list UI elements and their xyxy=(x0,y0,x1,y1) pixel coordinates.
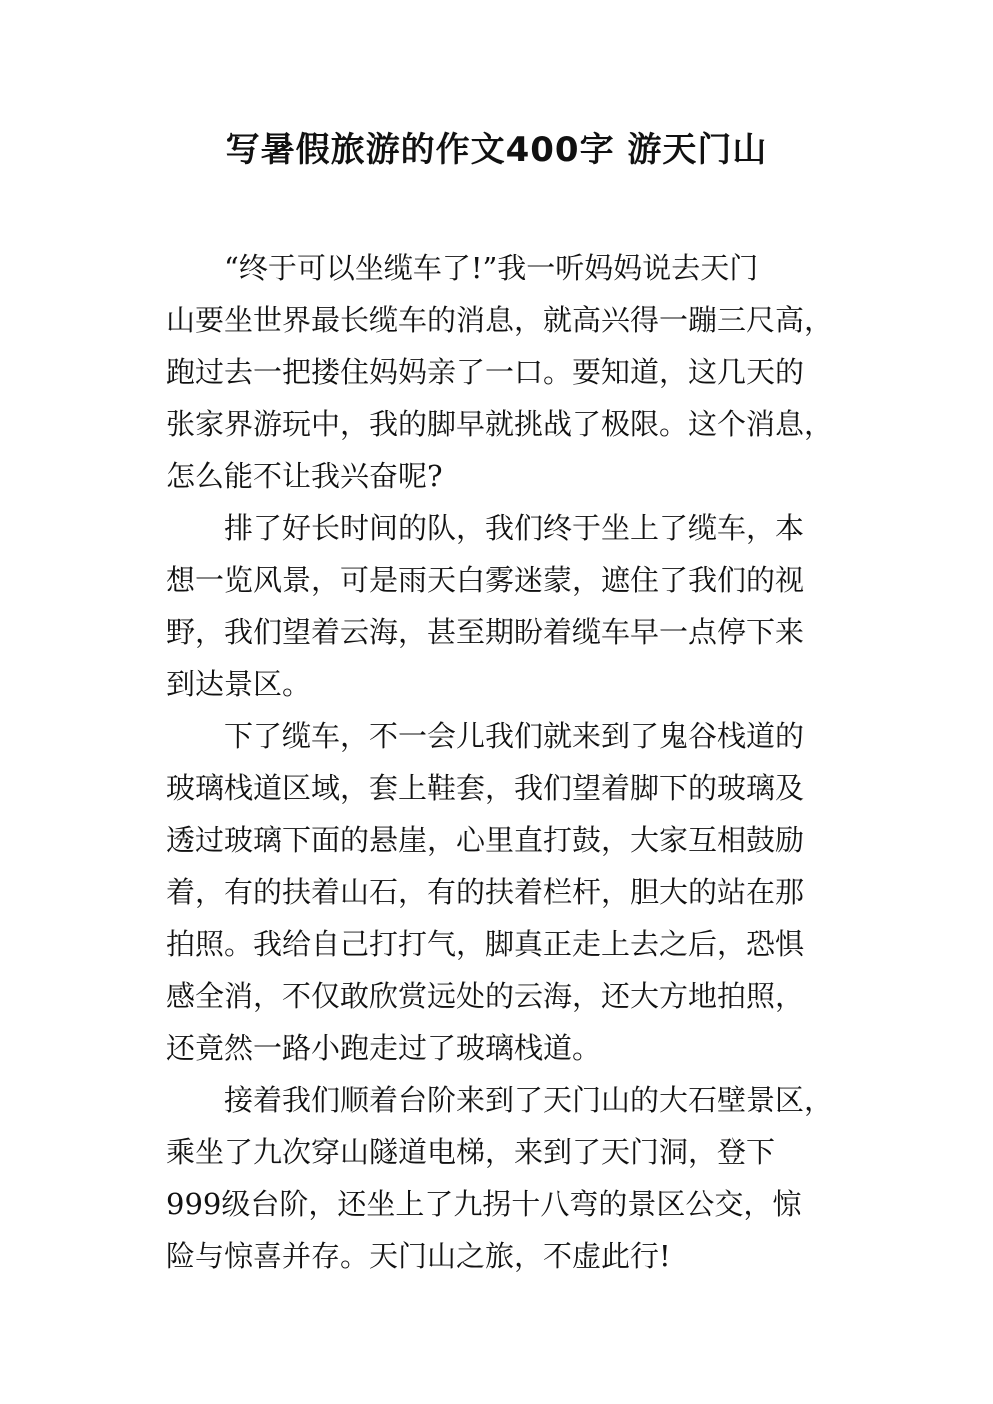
paragraph-3 xyxy=(166,710,836,1074)
text-line: 感全消，不仅敢欣赏远处的云海，还大方地拍照， xyxy=(166,979,805,1013)
text-line: 下了缆车，不一会儿我们就来到了鬼谷栈道的 xyxy=(224,719,805,753)
text-line: 接着我们顺着台阶来到了天门山的大石壁景区， xyxy=(224,1083,834,1117)
text-line: 想一览风景，可是雨天白雾迷蒙，遮住了我们的视 xyxy=(166,563,805,597)
text-line: 张家界游玩中，我的脚早就挑战了极限。这个消息， xyxy=(166,407,834,441)
text-line: 野，我们望着云海，甚至期盼着缆车早一点停下来 xyxy=(166,615,805,649)
text-line: 排了好长时间的队，我们终于坐上了缆车，本 xyxy=(224,511,805,545)
text-line: 拍照。我给自己打打气，脚真正走上去之后，恐惧 xyxy=(166,927,805,961)
text-line: 乘坐了九次穿山隧道电梯，来到了天门洞，登下 xyxy=(166,1135,776,1169)
document-body xyxy=(166,242,836,1282)
paragraph-1 xyxy=(166,242,836,502)
text-line: 到达景区。 xyxy=(166,667,312,701)
text-line: 透过玻璃下面的悬崖，心里直打鼓，大家互相鼓励 xyxy=(166,823,805,857)
paragraph-2 xyxy=(166,502,836,710)
text-line: 怎么能不让我兴奋呢? xyxy=(166,459,443,493)
text-line: 玻璃栈道区域，套上鞋套，我们望着脚下的玻璃及 xyxy=(166,771,805,805)
text-line: 999级台阶，还坐上了九拐十八弯的景区公交，惊 xyxy=(166,1187,802,1221)
text-line: “终于可以坐缆车了!”我一听妈妈说去天门 xyxy=(224,251,759,285)
document-title: 写暑假旅游的作文400字 游天门山 xyxy=(225,130,768,170)
text-line: 跑过去一把搂住妈妈亲了一口。要知道，这几天的 xyxy=(166,355,805,389)
text-line: 还竟然一路小跑走过了玻璃栈道。 xyxy=(166,1031,602,1065)
text-line: 着，有的扶着山石，有的扶着栏杆，胆大的站在那 xyxy=(166,875,805,909)
text-line: 山要坐世界最长缆车的消息，就高兴得一蹦三尺高， xyxy=(166,303,834,337)
paragraph-4 xyxy=(166,1074,836,1282)
text-line: 险与惊喜并存。天门山之旅，不虚此行! xyxy=(166,1239,671,1273)
